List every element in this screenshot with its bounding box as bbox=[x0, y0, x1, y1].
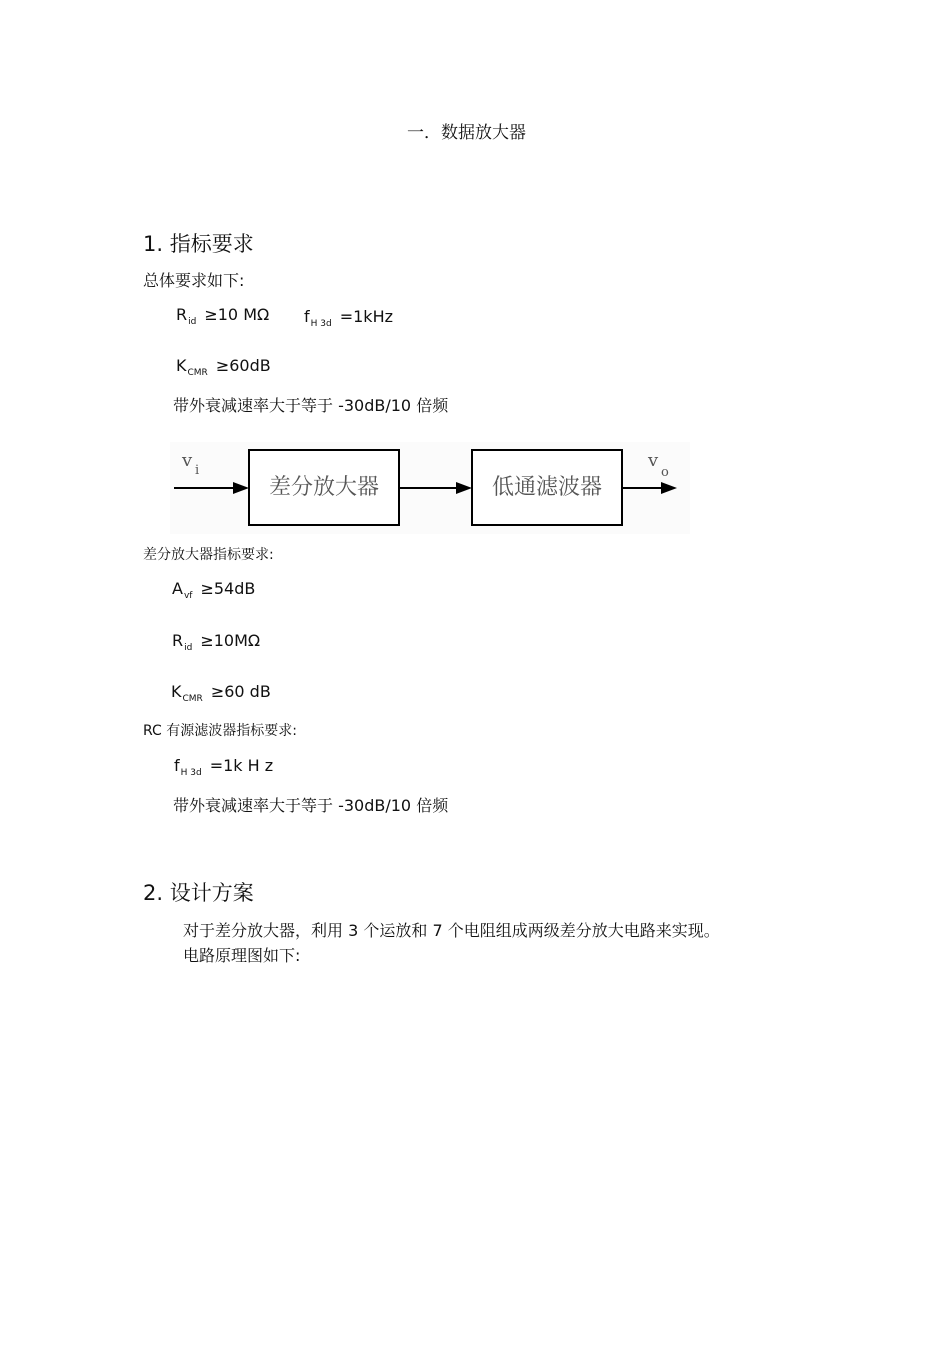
spec-operator: ≥ bbox=[210, 682, 225, 701]
spec-subscript: H 3d bbox=[310, 319, 332, 329]
spec-subscript: id bbox=[188, 317, 197, 327]
design-paragraph-2: 电路原理图如下: bbox=[183, 946, 301, 965]
spec-operator: ≥ bbox=[204, 305, 218, 324]
spec-symbol: K bbox=[176, 356, 187, 375]
diff-amp-intro: 差分放大器指标要求: bbox=[143, 547, 274, 563]
spec-kcmr-overall bbox=[176, 356, 271, 378]
spec-value: 60dB bbox=[229, 356, 271, 375]
filter-intro: RC 有源滤波器指标要求: bbox=[143, 723, 297, 739]
spec-fh-overall bbox=[304, 307, 393, 329]
spec-value: 1kHz bbox=[353, 307, 393, 326]
spec-operator: ≥ bbox=[200, 579, 214, 598]
spec-subscript: CMR bbox=[182, 694, 203, 704]
spec-rid-diff bbox=[172, 631, 261, 653]
spec-operator: ≥ bbox=[200, 631, 214, 650]
output-subscript: o bbox=[661, 465, 669, 480]
spec-avf bbox=[172, 579, 256, 601]
design-paragraph-1: 对于差分放大器，利用 3 个运放和 7 个电阻组成两级差分放大电路来实现。 bbox=[183, 921, 720, 940]
spec-value: 60 dB bbox=[224, 682, 271, 701]
spec-kcmr-diff bbox=[171, 682, 271, 704]
section-heading-design: 2. 设计方案 bbox=[143, 881, 254, 905]
block-diff-amp-label: 差分放大器 bbox=[268, 475, 380, 500]
block-lowpass-filter-label: 低通滤波器 bbox=[491, 475, 603, 500]
output-label: v bbox=[648, 450, 659, 471]
spec-symbol: R bbox=[176, 305, 188, 324]
attenuation-filter: 带外衰减速率大于等于 -30dB/10 倍频 bbox=[173, 796, 449, 815]
spec-symbol: f bbox=[304, 307, 310, 326]
spec-symbol: f bbox=[174, 756, 180, 775]
spec-subscript: H 3d bbox=[180, 768, 202, 778]
spec-value: 1k H z bbox=[223, 756, 274, 775]
spec-operator: = bbox=[209, 756, 224, 775]
spec-subscript: CMR bbox=[187, 368, 208, 378]
overall-intro: 总体要求如下: bbox=[143, 271, 245, 290]
spec-rid-overall bbox=[176, 305, 270, 327]
attenuation-overall: 带外衰减速率大于等于 -30dB/10 倍频 bbox=[173, 396, 449, 415]
spec-symbol: R bbox=[172, 631, 184, 650]
spec-value: 10 MΩ bbox=[217, 305, 270, 324]
spec-operator: = bbox=[339, 307, 354, 326]
spec-value: 10MΩ bbox=[213, 631, 261, 650]
spec-subscript: vf bbox=[183, 591, 193, 601]
block-diagram bbox=[170, 442, 690, 534]
spec-symbol: K bbox=[171, 682, 182, 701]
input-subscript: i bbox=[195, 463, 200, 478]
spec-symbol: A bbox=[172, 579, 183, 598]
spec-subscript: id bbox=[184, 643, 193, 653]
spec-value: 54dB bbox=[213, 579, 256, 598]
section-heading-requirements: 1. 指标要求 bbox=[143, 232, 254, 256]
spec-operator: ≥ bbox=[215, 356, 230, 375]
spec-fh-filter bbox=[174, 756, 274, 778]
input-label: v bbox=[182, 450, 193, 471]
page-title: 一．数据放大器 bbox=[407, 123, 526, 143]
